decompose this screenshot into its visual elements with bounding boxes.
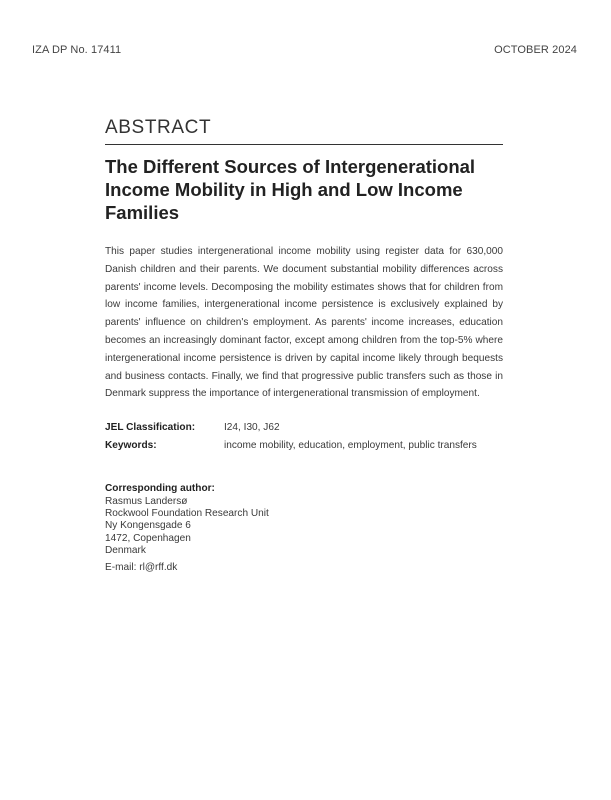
author-email: E-mail: rl@rff.dk: [105, 561, 178, 573]
author-country: Denmark: [105, 545, 146, 557]
corresponding-author-block: [105, 483, 503, 574]
jel-classification-row: [105, 419, 503, 437]
abstract-heading: ABSTRACT: [105, 117, 503, 145]
jel-classification-label: JEL Classification:: [105, 422, 196, 434]
publication-date: OCTOBER 2024: [494, 44, 577, 56]
keywords-row: [105, 437, 503, 455]
discussion-paper-number: IZA DP No. 17411: [32, 44, 122, 56]
author-city: 1472, Copenhagen: [105, 532, 191, 544]
abstract-body: This paper studies intergenerational income mobility using register data for 630,000 Danish children and their parents. We document substantial mobility differences across parents' income levels. Decomposing the mobility estimates shows that for children from low income families, intergenerational income persistence is exclusively explained by parents' influence on children's employment. As parents' income increases, education becomes an increasingly dominant factor, except among children from the top-5% where intergenerational income persistence is driven by capital income likely through bequests and business contacts. Finally, we find that progressive public transfers such as those in Denmark suppress the importance of intergenerational transmission of employment.: [105, 246, 503, 400]
keywords-label: Keywords:: [105, 440, 157, 452]
corresponding-author-heading: Corresponding author:: [105, 483, 215, 495]
author-organization: Rockwool Foundation Research Unit: [105, 507, 269, 519]
keywords-value: income mobility, education, employment, public transfers: [224, 440, 477, 452]
author-name: Rasmus Landersø: [105, 495, 188, 507]
paper-title: The Different Sources of Intergenerational Income Mobility in High and Low Income Families: [105, 156, 476, 223]
abstract-page-content: [105, 117, 503, 574]
author-street: Ny Kongensgade 6: [105, 520, 191, 532]
jel-classification-value: I24, I30, J62: [224, 422, 280, 434]
classification-block: [105, 419, 503, 455]
